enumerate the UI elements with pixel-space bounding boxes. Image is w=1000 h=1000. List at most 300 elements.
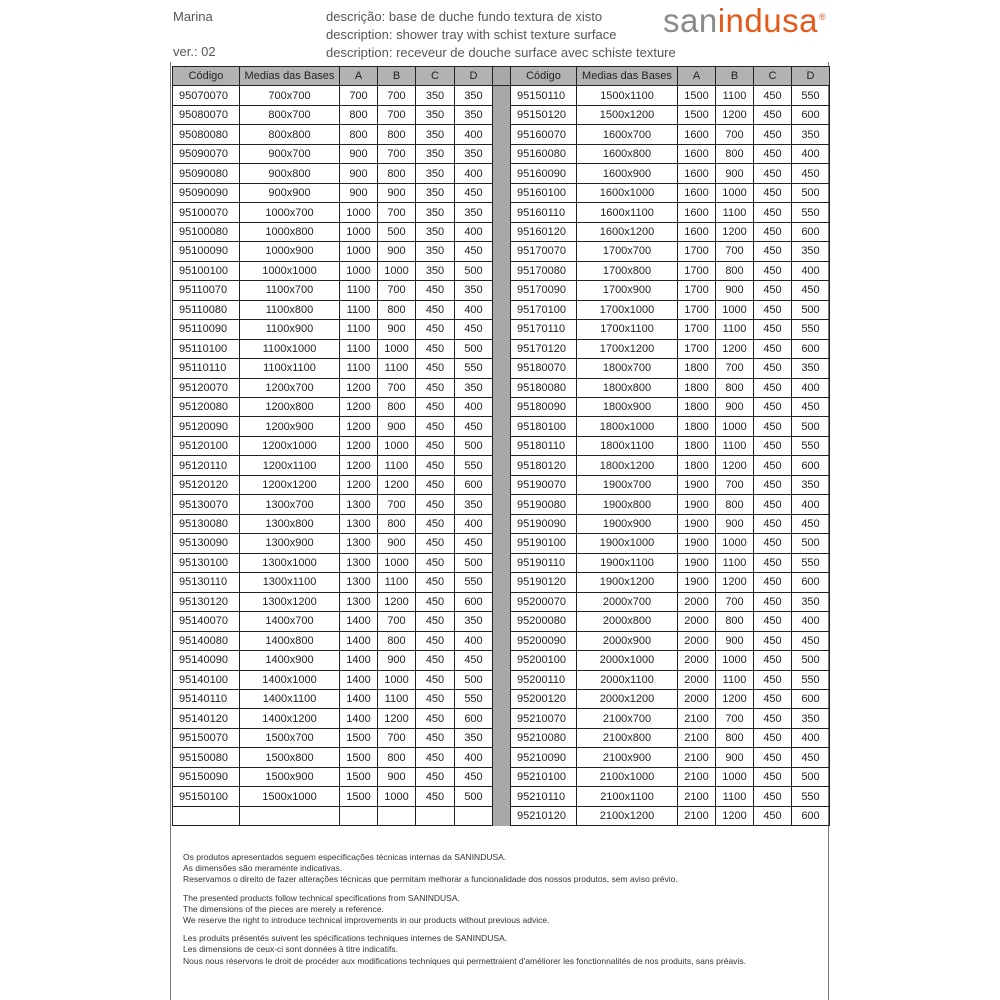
- cell-a-right: 1700: [678, 339, 716, 358]
- cell-a-right: 1600: [678, 164, 716, 183]
- cell-size-left: 1200x1000: [240, 436, 340, 455]
- cell-b-right: 1100: [716, 86, 754, 105]
- cell-c-right: 450: [754, 320, 792, 339]
- cell-code-left: 95120080: [173, 397, 240, 416]
- column-separator: [493, 144, 511, 163]
- cell-c-left: 450: [416, 553, 455, 572]
- cell-a-left: 1400: [340, 631, 378, 650]
- col-header-b-left: B: [378, 67, 416, 86]
- cell-c-left: 450: [416, 475, 455, 494]
- column-separator: [493, 183, 511, 202]
- column-separator: [493, 339, 511, 358]
- cell-c-left: 350: [416, 144, 455, 163]
- cell-b-right: 700: [716, 125, 754, 144]
- column-separator: [493, 397, 511, 416]
- cell-code-right: 95170120: [511, 339, 577, 358]
- cell-c-left: 450: [416, 339, 455, 358]
- cell-b-right: 900: [716, 748, 754, 767]
- cell-a-left: 1200: [340, 378, 378, 397]
- cell-d-left: 350: [455, 495, 493, 514]
- cell-b-left: 700: [378, 281, 416, 300]
- cell-d-right: 600: [792, 456, 830, 475]
- column-separator: [493, 534, 511, 553]
- cell-b-right: 800: [716, 144, 754, 163]
- cell-size-right: 1900x900: [577, 514, 678, 533]
- cell-b-right: 1200: [716, 573, 754, 592]
- cell-b-right: 1100: [716, 203, 754, 222]
- cell-code-right: 95210080: [511, 728, 577, 747]
- cell-b-left: 700: [378, 728, 416, 747]
- cell-d-left: 350: [455, 144, 493, 163]
- cell-d-right: 350: [792, 475, 830, 494]
- cell-c-right: 450: [754, 553, 792, 572]
- cell-a-left: 1300: [340, 592, 378, 611]
- cell-c-right: 450: [754, 105, 792, 124]
- cell-d-left: 600: [455, 475, 493, 494]
- table-row: [173, 728, 830, 747]
- cell-d-right: 550: [792, 553, 830, 572]
- cell-c-right: 450: [754, 475, 792, 494]
- table-row: [173, 183, 830, 202]
- cell-b-left: 700: [378, 86, 416, 105]
- cell-c-left: 350: [416, 222, 455, 241]
- cell-code-right: 95160070: [511, 125, 577, 144]
- cell-c-right: 450: [754, 281, 792, 300]
- cell-b-right: 1100: [716, 670, 754, 689]
- cell-a-left: 1400: [340, 709, 378, 728]
- cell-a-right: 2000: [678, 670, 716, 689]
- cell-a-right: 2000: [678, 690, 716, 709]
- cell-a-left: 700: [340, 86, 378, 105]
- cell-c-left: 450: [416, 728, 455, 747]
- notes-block: [183, 893, 746, 927]
- cell-size-left: 1200x900: [240, 417, 340, 436]
- cell-c-left: 450: [416, 397, 455, 416]
- cell-c-right: 450: [754, 86, 792, 105]
- cell-d-left: 350: [455, 105, 493, 124]
- cell-c-right: 450: [754, 359, 792, 378]
- cell-c-right: 450: [754, 300, 792, 319]
- cell-size-left: 1000x700: [240, 203, 340, 222]
- cell-code-left: 95130100: [173, 553, 240, 572]
- cell-code-right: 95170110: [511, 320, 577, 339]
- cell-a-left: 1400: [340, 670, 378, 689]
- cell-b-right: 1000: [716, 300, 754, 319]
- cell-c-left: 450: [416, 534, 455, 553]
- cell-code-right: 95170090: [511, 281, 577, 300]
- cell-c-left: 450: [416, 690, 455, 709]
- cell-d-right: 500: [792, 417, 830, 436]
- cell-b-right: 800: [716, 612, 754, 631]
- column-separator: [493, 417, 511, 436]
- cell-size-left: 1200x700: [240, 378, 340, 397]
- cell-size-left: 1200x1100: [240, 456, 340, 475]
- cell-d-right: 400: [792, 261, 830, 280]
- cell-b-left: 800: [378, 631, 416, 650]
- cell-b-left: 700: [378, 105, 416, 124]
- table-row: [173, 456, 830, 475]
- column-separator: [493, 164, 511, 183]
- cell-code-left: 95110070: [173, 281, 240, 300]
- cell-c-left: 450: [416, 592, 455, 611]
- cell-b-right: 700: [716, 242, 754, 261]
- note-line: The presented products follow technical specifications from SANINDUSA.: [183, 892, 460, 903]
- cell-b-left: 1100: [378, 573, 416, 592]
- table-row: [173, 222, 830, 241]
- note-line: Les produits présentés suivent les spécifications techniques internes de SANINDUSA.: [183, 933, 508, 944]
- table-row: [173, 417, 830, 436]
- cell-c-right: 450: [754, 144, 792, 163]
- table-row: [173, 651, 830, 670]
- column-separator: [493, 105, 511, 124]
- cell-c-left: 450: [416, 514, 455, 533]
- cell-a-right: 2100: [678, 748, 716, 767]
- cell-size-left: 1000x1000: [240, 261, 340, 280]
- cell-c-left: [416, 806, 455, 825]
- cell-d-right: 350: [792, 359, 830, 378]
- cell-b-right: 1000: [716, 767, 754, 786]
- note-line: Reservamos o direito de fazer alterações técnicas que permitam melhorar a funcionalidade dos nossos produtos, sem aviso prévio.: [183, 874, 678, 885]
- cell-b-right: 900: [716, 397, 754, 416]
- cell-code-left: 95100100: [173, 261, 240, 280]
- cell-size-left: 1100x1000: [240, 339, 340, 358]
- column-separator: [493, 514, 511, 533]
- cell-size-right: 1600x1200: [577, 222, 678, 241]
- cell-c-right: 450: [754, 651, 792, 670]
- cell-a-right: 2100: [678, 709, 716, 728]
- cell-d-right: 550: [792, 670, 830, 689]
- table-row: [173, 806, 830, 825]
- cell-size-right: 1900x1000: [577, 534, 678, 553]
- cell-c-left: 450: [416, 436, 455, 455]
- cell-a-left: 800: [340, 125, 378, 144]
- cell-b-right: 900: [716, 631, 754, 650]
- cell-code-left: 95150090: [173, 767, 240, 786]
- table-row: [173, 514, 830, 533]
- cell-a-left: 1100: [340, 281, 378, 300]
- cell-b-right: 800: [716, 495, 754, 514]
- cell-a-right: 1700: [678, 242, 716, 261]
- cell-code-right: 95180100: [511, 417, 577, 436]
- cell-b-left: 1000: [378, 670, 416, 689]
- cell-c-left: 450: [416, 612, 455, 631]
- cell-a-left: 1400: [340, 690, 378, 709]
- cell-b-left: 900: [378, 417, 416, 436]
- cell-code-left: 95120090: [173, 417, 240, 436]
- cell-d-right: 550: [792, 203, 830, 222]
- cell-code-left: 95090070: [173, 144, 240, 163]
- cell-d-right: 600: [792, 339, 830, 358]
- cell-code-left: [173, 806, 240, 825]
- col-header-codigo-left: Código: [173, 67, 240, 86]
- table-body: [173, 86, 830, 826]
- cell-c-right: 450: [754, 397, 792, 416]
- column-separator: [493, 631, 511, 650]
- cell-a-left: 1200: [340, 475, 378, 494]
- cell-a-right: 1700: [678, 300, 716, 319]
- cell-code-right: 95210110: [511, 787, 577, 806]
- cell-d-right: 600: [792, 690, 830, 709]
- cell-b-left: 800: [378, 125, 416, 144]
- cell-a-right: 1900: [678, 514, 716, 533]
- sanindusa-logo: [663, 2, 826, 40]
- cell-size-left: 1100x1100: [240, 359, 340, 378]
- cell-a-right: 1600: [678, 222, 716, 241]
- cell-c-left: 450: [416, 320, 455, 339]
- cell-code-right: 95200100: [511, 651, 577, 670]
- table-row: [173, 300, 830, 319]
- cell-size-left: 1400x900: [240, 651, 340, 670]
- cell-a-left: 1500: [340, 787, 378, 806]
- cell-size-left: 1100x900: [240, 320, 340, 339]
- cell-code-left: 95130120: [173, 592, 240, 611]
- cell-d-left: 350: [455, 378, 493, 397]
- note-line: Les dimensions de ceux-ci sont données à titre indicatifs.: [183, 944, 398, 955]
- cell-size-left: 1500x900: [240, 767, 340, 786]
- cell-size-left: 1000x900: [240, 242, 340, 261]
- cell-b-right: 1000: [716, 534, 754, 553]
- cell-size-right: 1500x1100: [577, 86, 678, 105]
- column-separator: [493, 690, 511, 709]
- cell-a-right: 1900: [678, 534, 716, 553]
- cell-size-right: 1800x900: [577, 397, 678, 416]
- cell-code-right: 95190090: [511, 514, 577, 533]
- table-row: [173, 690, 830, 709]
- cell-d-left: 500: [455, 553, 493, 572]
- cell-b-right: 1100: [716, 436, 754, 455]
- cell-c-left: 450: [416, 495, 455, 514]
- cell-code-left: 95130110: [173, 573, 240, 592]
- version-label: ver.: 02: [173, 44, 216, 59]
- cell-size-left: 900x900: [240, 183, 340, 202]
- cell-d-right: 450: [792, 514, 830, 533]
- cell-b-right: 1000: [716, 651, 754, 670]
- cell-code-right: 95190100: [511, 534, 577, 553]
- cell-a-left: 1200: [340, 417, 378, 436]
- cell-d-right: 400: [792, 728, 830, 747]
- col-header-c-left: C: [416, 67, 455, 86]
- cell-a-left: 1200: [340, 436, 378, 455]
- table-row: [173, 242, 830, 261]
- cell-a-right: 1800: [678, 397, 716, 416]
- cell-size-right: 2100x1000: [577, 767, 678, 786]
- cell-size-left: 1300x700: [240, 495, 340, 514]
- note-line: The dimensions of the pieces are merely a reference.: [183, 903, 384, 914]
- cell-d-left: 550: [455, 456, 493, 475]
- cell-b-right: 1200: [716, 339, 754, 358]
- column-separator: [493, 300, 511, 319]
- cell-b-right: 1200: [716, 690, 754, 709]
- cell-c-right: 450: [754, 495, 792, 514]
- cell-code-right: 95210090: [511, 748, 577, 767]
- table-row: [173, 631, 830, 650]
- cell-a-right: 1900: [678, 475, 716, 494]
- cell-c-right: 450: [754, 670, 792, 689]
- column-separator: [493, 767, 511, 786]
- cell-a-left: 1300: [340, 573, 378, 592]
- cell-b-right: 1100: [716, 787, 754, 806]
- description-block: [326, 8, 676, 62]
- cell-b-left: 1000: [378, 787, 416, 806]
- cell-code-left: 95130070: [173, 495, 240, 514]
- table-row: [173, 436, 830, 455]
- col-header-medias-left: Medias das Bases: [240, 67, 340, 86]
- cell-d-right: 450: [792, 748, 830, 767]
- note-line: Os produtos apresentados seguem especificações técnicas internas da SANINDUSA.: [183, 852, 507, 862]
- cell-code-left: 95120110: [173, 456, 240, 475]
- cell-d-right: 550: [792, 86, 830, 105]
- cell-c-left: 350: [416, 86, 455, 105]
- cell-a-left: 1200: [340, 456, 378, 475]
- product-name: Marina: [173, 9, 213, 24]
- table-row: [173, 534, 830, 553]
- cell-size-left: 800x800: [240, 125, 340, 144]
- cell-size-right: 1900x1200: [577, 573, 678, 592]
- cell-code-right: 95200090: [511, 631, 577, 650]
- cell-d-right: 550: [792, 320, 830, 339]
- cell-code-right: 95180120: [511, 456, 577, 475]
- cell-b-left: 1100: [378, 359, 416, 378]
- cell-b-left: 900: [378, 242, 416, 261]
- cell-code-right: 95170070: [511, 242, 577, 261]
- cell-size-right: 2100x900: [577, 748, 678, 767]
- cell-b-left: 900: [378, 651, 416, 670]
- cell-a-left: 1100: [340, 300, 378, 319]
- cell-d-left: 400: [455, 222, 493, 241]
- table-row: [173, 359, 830, 378]
- cell-b-left: 500: [378, 222, 416, 241]
- column-separator: [493, 495, 511, 514]
- cell-size-right: 2100x1200: [577, 806, 678, 825]
- cell-b-right: 1100: [716, 320, 754, 339]
- description-pt: descrição: base de duche fundo textura de xisto: [326, 9, 603, 24]
- cell-code-left: 95140080: [173, 631, 240, 650]
- cell-d-left: 500: [455, 436, 493, 455]
- cell-code-left: 95070070: [173, 86, 240, 105]
- cell-b-right: 1200: [716, 806, 754, 825]
- cell-d-left: 500: [455, 339, 493, 358]
- cell-size-right: 1700x700: [577, 242, 678, 261]
- cell-b-right: 1200: [716, 105, 754, 124]
- cell-b-right: 1000: [716, 183, 754, 202]
- cell-code-left: 95130080: [173, 514, 240, 533]
- cell-size-right: 1700x1100: [577, 320, 678, 339]
- table-row: [173, 573, 830, 592]
- cell-a-right: 1900: [678, 573, 716, 592]
- cell-d-left: 450: [455, 651, 493, 670]
- column-separator: [493, 359, 511, 378]
- cell-b-right: 1000: [716, 417, 754, 436]
- cell-c-right: 450: [754, 339, 792, 358]
- cell-size-right: 1900x1100: [577, 553, 678, 572]
- cell-b-left: 1000: [378, 436, 416, 455]
- cell-b-left: 1100: [378, 690, 416, 709]
- cell-size-left: 1400x800: [240, 631, 340, 650]
- cell-b-right: 800: [716, 728, 754, 747]
- cell-size-left: 700x700: [240, 86, 340, 105]
- cell-d-left: [455, 806, 493, 825]
- cell-a-left: 1000: [340, 222, 378, 241]
- cell-code-right: 95160120: [511, 222, 577, 241]
- cell-size-right: 1900x800: [577, 495, 678, 514]
- disclaimer-notes: [183, 852, 746, 974]
- cell-d-right: 350: [792, 125, 830, 144]
- cell-d-left: 350: [455, 203, 493, 222]
- cell-b-left: 1200: [378, 592, 416, 611]
- cell-size-left: 1400x1100: [240, 690, 340, 709]
- column-separator: [493, 320, 511, 339]
- column-separator: [493, 203, 511, 222]
- cell-c-right: 450: [754, 728, 792, 747]
- cell-code-right: 95190070: [511, 475, 577, 494]
- cell-code-left: 95120120: [173, 475, 240, 494]
- cell-code-left: 95100070: [173, 203, 240, 222]
- cell-code-left: 95140120: [173, 709, 240, 728]
- cell-a-left: 900: [340, 164, 378, 183]
- table-row: [173, 320, 830, 339]
- cell-b-left: 700: [378, 203, 416, 222]
- table-row: [173, 709, 830, 728]
- column-separator: [493, 86, 511, 105]
- cell-size-left: 1300x800: [240, 514, 340, 533]
- column-separator: [493, 436, 511, 455]
- cell-c-left: 450: [416, 359, 455, 378]
- cell-code-left: 95150080: [173, 748, 240, 767]
- cell-code-right: 95160110: [511, 203, 577, 222]
- cell-size-right: 1800x1200: [577, 456, 678, 475]
- cell-c-left: 450: [416, 456, 455, 475]
- cell-c-left: 450: [416, 378, 455, 397]
- cell-size-left: 1400x700: [240, 612, 340, 631]
- cell-b-right: 1100: [716, 553, 754, 572]
- notes-block: [183, 852, 746, 886]
- cell-a-right: 2100: [678, 787, 716, 806]
- cell-a-left: 1100: [340, 359, 378, 378]
- col-header-d-left: D: [455, 67, 493, 86]
- cell-code-right: 95190110: [511, 553, 577, 572]
- cell-size-right: 2100x700: [577, 709, 678, 728]
- cell-a-left: 1300: [340, 514, 378, 533]
- cell-c-right: 450: [754, 748, 792, 767]
- cell-d-left: 450: [455, 242, 493, 261]
- cell-d-left: 350: [455, 612, 493, 631]
- note-line: As dimensões são meramente indicativas.: [183, 863, 343, 874]
- column-separator: [493, 787, 511, 806]
- cell-a-right: 1800: [678, 456, 716, 475]
- column-separator: [493, 709, 511, 728]
- cell-code-right: 95200110: [511, 670, 577, 689]
- cell-b-left: 800: [378, 748, 416, 767]
- column-separator: [493, 592, 511, 611]
- logo-part-san: san: [663, 2, 718, 39]
- cell-code-left: 95150070: [173, 728, 240, 747]
- cell-d-left: 450: [455, 417, 493, 436]
- cell-c-right: 450: [754, 125, 792, 144]
- cell-a-left: 1000: [340, 242, 378, 261]
- cell-d-left: 450: [455, 534, 493, 553]
- cell-d-left: 600: [455, 592, 493, 611]
- cell-d-left: 350: [455, 86, 493, 105]
- cell-c-left: 450: [416, 651, 455, 670]
- cell-size-right: 2100x800: [577, 728, 678, 747]
- cell-a-left: 1300: [340, 534, 378, 553]
- cell-size-left: 1300x1100: [240, 573, 340, 592]
- cell-d-left: 400: [455, 300, 493, 319]
- cell-c-left: 450: [416, 670, 455, 689]
- cell-b-right: 900: [716, 514, 754, 533]
- column-separator: [493, 651, 511, 670]
- table-row: [173, 125, 830, 144]
